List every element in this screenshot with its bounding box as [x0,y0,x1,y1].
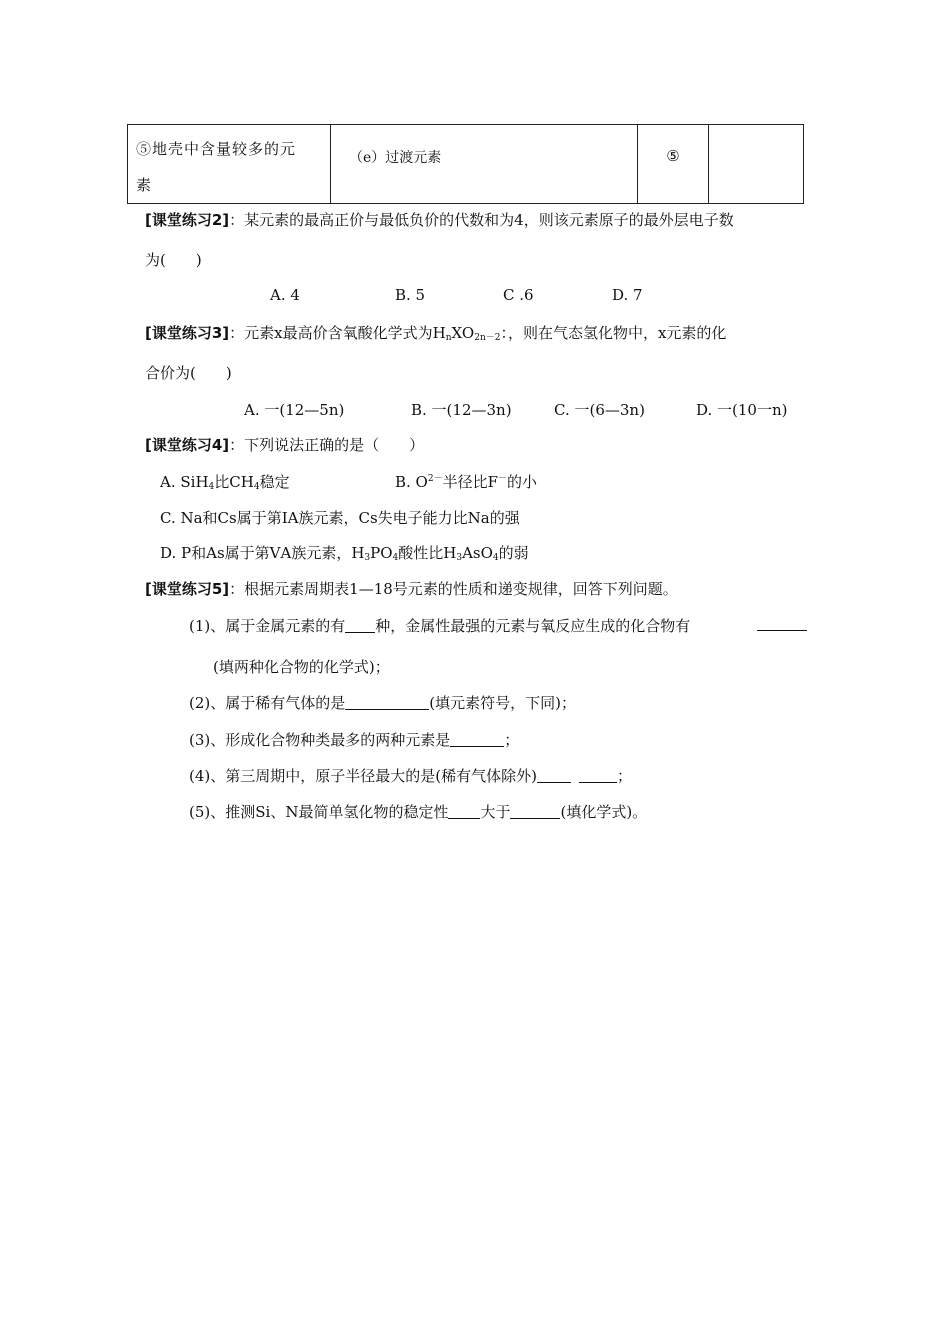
q4-question [145,434,424,455]
q5-sub1: (1)、属于金属元素的有 种，金属性最强的元素与氧反应生成的化合物有 [189,617,691,635]
q3-text: ：元素x最高价含氧酸化学式为H [229,324,446,342]
q4-option-a: A. SiH$_4$比$CH_4$稳定 [160,473,290,492]
q3-question [145,322,726,343]
table-cell-description [128,125,331,204]
cell-text: 素 [136,176,153,194]
blank-line [345,618,375,633]
blank-line [448,804,480,819]
q2-option-d: D. 7 [612,286,643,304]
q4-option-d: D. P和As属于第ⅤA族元素，$H_3PO_4$酸性比$H_3AsO_4$的弱 [160,544,529,563]
q2-option-a: A. 4 [270,286,300,304]
cell-text: （e）过渡元素 [349,150,442,166]
blank-line [757,616,807,631]
blank-line [345,695,429,710]
q2-tag: [课堂练习2] [145,211,230,229]
q2-text: ：某元素的最高正价与最低负价的代数和为4，则该元素原子的最外层电子数 [229,211,734,229]
blank-line [450,732,504,747]
q5-sub3: (3)、形成化合物种类最多的两种元素是 ； [189,731,520,749]
q2-option-b: B. 5 [395,286,426,304]
table-cell-category [331,125,638,204]
subscript: 2n－2 [474,333,501,343]
q5-sub2: (2)、属于稀有气体的是 (填元素符号，下同)； [189,694,576,712]
q2-question [145,209,734,230]
q3-option-a: A. 一(12—5n) [244,401,345,419]
q5-text: ：根据元素周期表1—18号元素的性质和递变规律，回答下列问题。 [229,580,678,598]
subscript: n [445,333,452,343]
q3-text: ：，则在气态氢化物中，x元素的化 [500,324,727,342]
q3-text: XO [451,324,475,342]
q4-text: ：下列说法正确的是（ ） [229,436,425,454]
table-cell-answer [638,125,709,204]
q3-option-c: C. 一(6—3n) [554,401,645,419]
q3-text-line2: 合价为( ) [145,364,232,382]
blank-line [510,804,560,819]
cell-text: ⑤地壳中含量较多的元 [136,140,297,158]
q3-tag: [课堂练习3] [145,324,230,342]
blank-line [537,768,571,783]
q3-option-d: D. 一(10一n) [696,401,788,419]
cell-text: ⑤ [666,147,680,165]
q4-option-b: B. $O^{2-}$半径比F－的小 [395,473,538,491]
q5-question [145,578,678,599]
element-table [127,124,804,204]
q2-option-c: C .6 [503,286,534,304]
q4-option-c: C. Na和Cs属于第ⅠA族元素，Cs失电子能力比Na的强 [160,509,520,527]
table-cell-empty [709,125,804,204]
table-row [128,125,804,204]
q2-text-line2: 为( ) [145,251,202,269]
q5-sub4: (4)、第三周期中，原子半径最大的是(稀有气体除外) ； [189,767,632,785]
q4-tag: [课堂练习4] [145,436,230,454]
q5-tag: [课堂练习5] [145,580,230,598]
q3-option-b: B. 一(12—3n) [411,401,512,419]
q5-sub1-cont: (填两种化合物的化学式)； [213,658,390,676]
blank-line [579,768,617,783]
q5-sub5: (5)、推测Si、N最简单氢化物的稳定性 大于 (填化学式)。 [189,803,648,821]
